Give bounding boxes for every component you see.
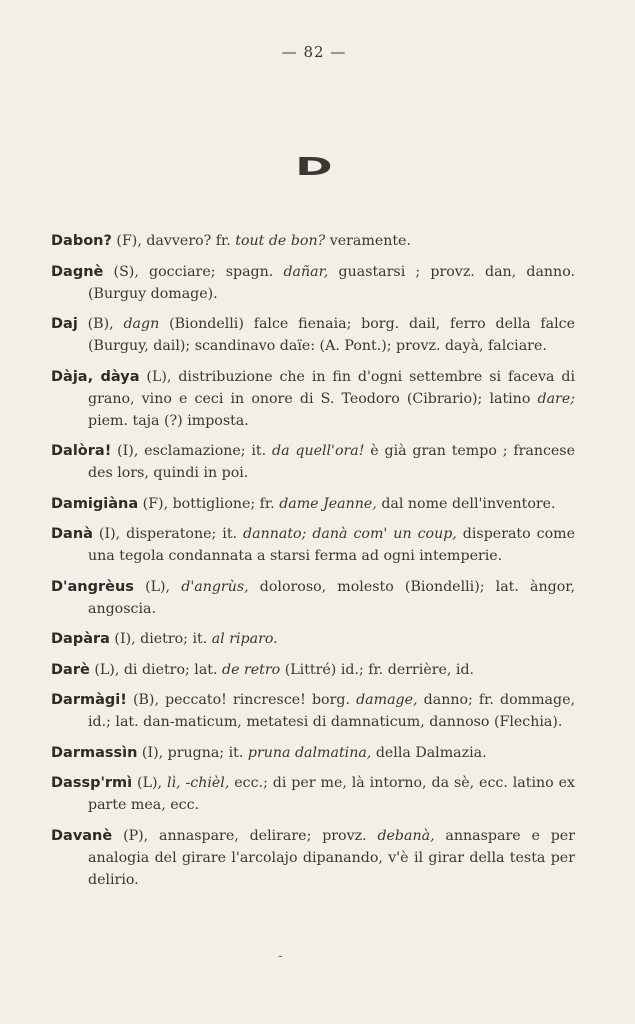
entry-text: è già gran tempo ; francese des lors, quindi in poi.: [88, 443, 575, 481]
entry-text: (F), bottiglione; fr.: [138, 495, 280, 512]
dictionary-entry: [51, 440, 575, 484]
dictionary-entry: [51, 742, 575, 764]
dictionary-entry: [51, 230, 575, 252]
headword: Damigiàna: [51, 495, 139, 512]
headword: Dalòra!: [51, 443, 112, 459]
entry-text: (I), disperatone; it.: [92, 526, 244, 542]
entry-etymon: dagn: [123, 316, 160, 332]
entry-text: (S), gocciare; spagn.: [103, 263, 284, 280]
entry-etymon: pruna dalmatina,: [247, 744, 372, 761]
entry-text: guastarsi ; provz. dan, danno. (Burguy domage).: [88, 263, 575, 302]
entry-text: annaspare e per analogia del girare l'arcolajo dipanando, v'è il girar della testa per delirio.: [88, 827, 575, 888]
entry-text: (L),: [133, 578, 182, 595]
entry-text: veramente.: [325, 233, 411, 249]
entry-etymon: lì, -chièl,: [166, 775, 230, 791]
dictionary-entry: [51, 772, 575, 816]
headword: Davanè: [51, 827, 113, 844]
entry-text: (I), dietro; it.: [109, 631, 212, 647]
entry-text: piem. taja (?) imposta.: [88, 412, 249, 429]
entry-text: (L),: [132, 775, 167, 791]
entry-text: (B), peccato! rincresce! borg.: [126, 692, 357, 708]
entry-etymon: al riparo.: [211, 631, 278, 647]
dictionary-entries: [51, 230, 575, 899]
dictionary-entry: [51, 261, 575, 305]
entry-text: disperato come una tegola condannata a starsi ferma ad ogni intemperie.: [88, 526, 576, 564]
entry-text: (B),: [77, 316, 124, 332]
entry-text: (I), esclamazione; it.: [111, 443, 272, 459]
entry-etymon: dannato; danà com' un coup,: [243, 526, 457, 542]
entry-etymon: dare;: [537, 390, 575, 407]
bottom-mark: -: [278, 948, 283, 964]
dictionary-entry: [51, 825, 575, 891]
headword: Darmassìn: [51, 744, 138, 761]
entry-text: danno; fr. dommage, id.; lat. dan-maticum, metatesi di damnaticum, dannoso (Flechia).: [88, 692, 575, 730]
entry-etymon: da quell'ora!: [271, 443, 365, 459]
dictionary-entry: [51, 523, 575, 567]
page-number: — 82 —: [281, 43, 347, 61]
dictionary-entry: [51, 313, 575, 357]
entry-etymon: d'angrùs,: [181, 578, 249, 595]
entry-etymon: damage,: [356, 692, 418, 708]
headword: Dassp'rmì: [51, 775, 133, 791]
entry-etymon: tout de bon?: [235, 233, 326, 249]
headword: Darè: [51, 661, 90, 678]
entry-text: (P), annaspare, delirare; provz.: [112, 827, 378, 844]
headword: Danà: [51, 526, 93, 542]
headword: D'angrèus: [51, 578, 134, 595]
headword: Daj: [51, 316, 78, 332]
headword: Dàja, dàya: [51, 368, 140, 385]
dictionary-entry: [51, 628, 575, 650]
headword: Dapàra: [51, 631, 110, 647]
entry-etymon: de retro: [222, 661, 281, 678]
entry-text: (I), prugna; it.: [137, 744, 248, 761]
entry-etymon: dame Jeanne,: [279, 495, 377, 512]
entry-text: (L), di dietro; lat.: [89, 661, 223, 678]
headword: Dagnè: [51, 263, 104, 280]
dictionary-entry: [51, 493, 575, 515]
headword: Dabon?: [51, 233, 112, 249]
entry-text: (Biondelli) falce fienaia; borg. dail, ferro della falce (Burguy, dail); scandinavo daïe: (A. Pont.); provz. dayà, falciare.: [88, 316, 575, 354]
headword: Darmàgi!: [51, 692, 127, 708]
dictionary-entry: [51, 659, 575, 681]
dictionary-entry: [51, 366, 575, 432]
dictionary-entry: [51, 576, 575, 620]
dictionary-entry: [51, 689, 575, 733]
entry-text: (Littré) id.; fr. derrière, id.: [280, 661, 475, 678]
section-letter: D: [295, 152, 333, 181]
entry-text: ecc.; di per me, là intorno, da sè, ecc. latino ex parte mea, ecc.: [88, 775, 575, 813]
entry-text: (L), distribuzione che in fin d'ogni settembre si faceva di grano, vino e ceci in onore di S. Teodoro (Cibrario); latino: [88, 368, 576, 407]
entry-etymon: dañar,: [283, 263, 329, 280]
entry-text: (F), davvero? fr.: [111, 233, 236, 249]
entry-text: dal nome dell'inventore.: [376, 495, 556, 512]
entry-etymon: debanà,: [377, 827, 435, 844]
entry-text: doloroso, molesto (Biondelli); lat. àngor, angoscia.: [88, 578, 575, 617]
entry-text: della Dalmazia.: [371, 744, 487, 761]
